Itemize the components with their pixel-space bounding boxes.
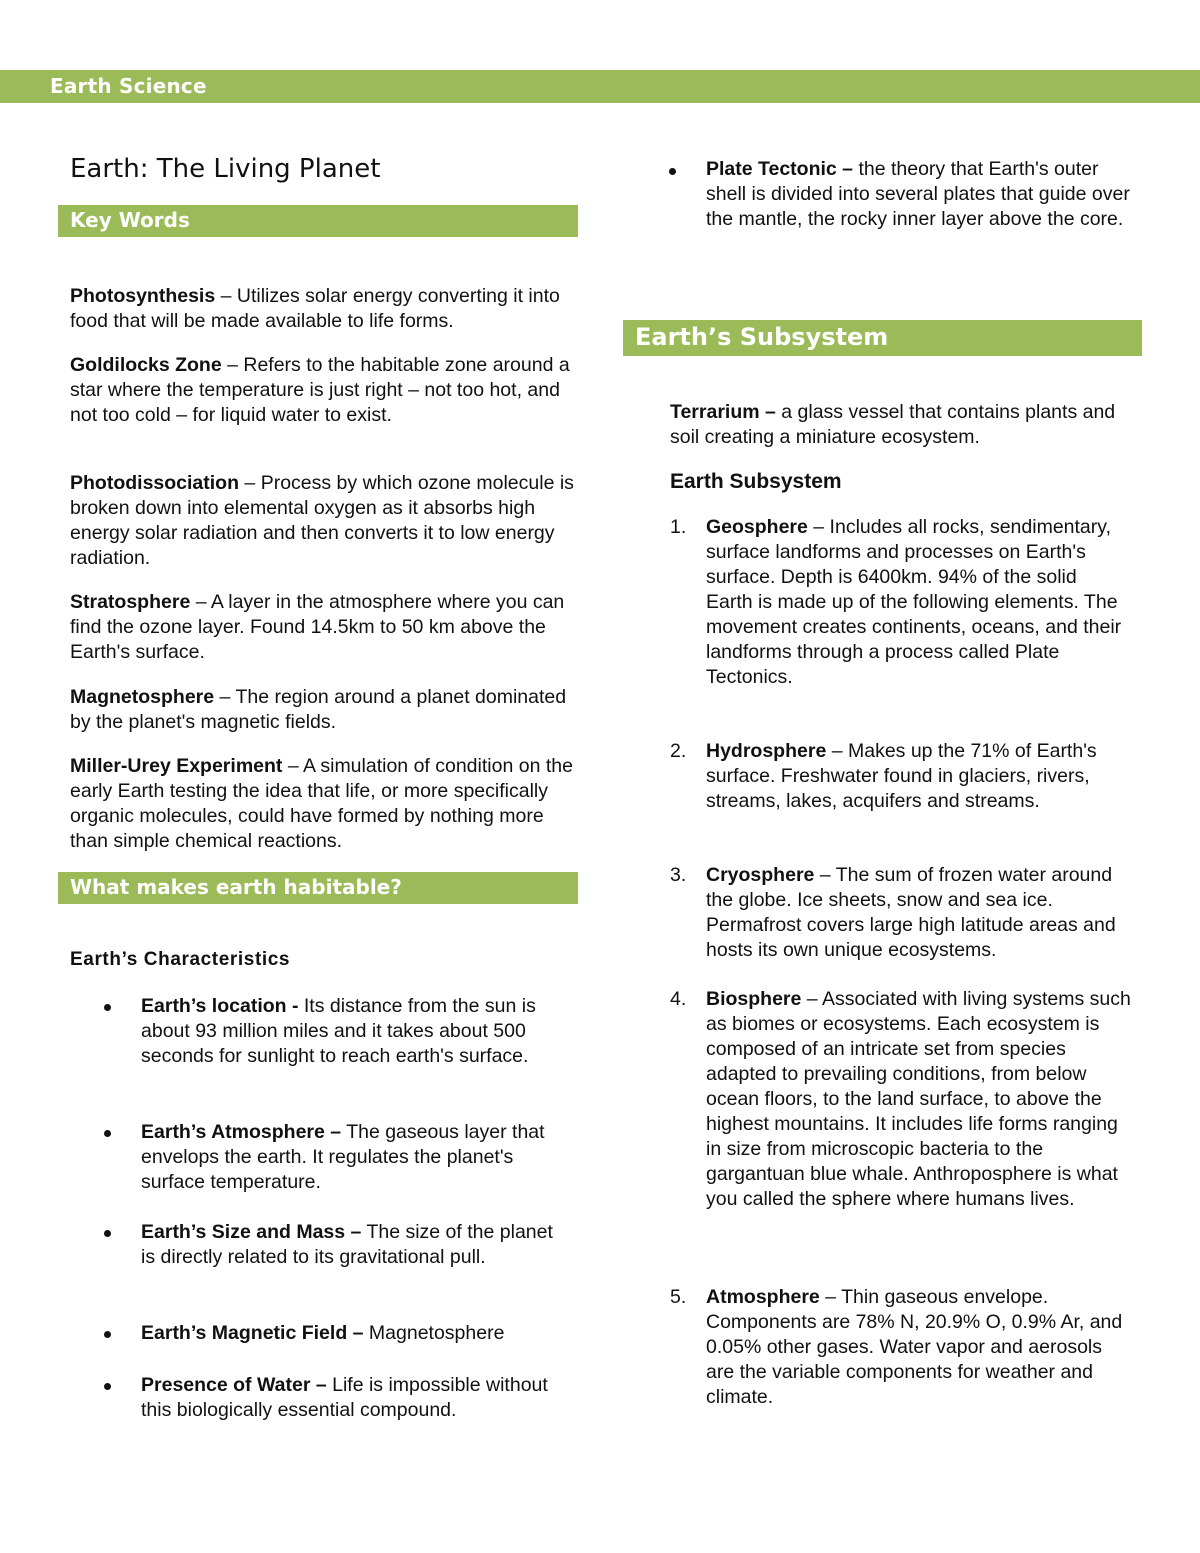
subsystem-cryosphere: Cryosphere – The sum of frozen water around the globe. Ice sheets, snow and sea ice. Permafrost covers large high latitude areas and hosts its own unique ecosystems.: [706, 864, 1116, 961]
bullet-icon: [104, 1383, 111, 1390]
key-word-goldilocks: Goldilocks Zone – Refers to the habitable zone around a star where the temperature is just right – not too hot, and not too cold – for liquid water to exist.: [70, 354, 570, 426]
key-word-miller-urey: Miller-Urey Experiment – A simulation of condition on the early Earth testing the idea that life, or more specifically organic molecules, could have formed by nothing more than simple chemical reactions.: [70, 755, 573, 852]
list-number: 5.: [670, 1286, 687, 1308]
list-number: 2.: [670, 740, 687, 762]
characteristic-atmosphere: Earth’s Atmosphere – The gaseous layer that envelops the earth. It regulates the planet's surface temperature.: [141, 1121, 545, 1193]
bullet-icon: [104, 1230, 111, 1237]
list-number: 3.: [670, 864, 687, 886]
characteristic-magnetic-field: Earth’s Magnetic Field – Magnetosphere: [141, 1322, 505, 1344]
key-word-photosynthesis: Photosynthesis – Utilizes solar energy converting it into food that will be made available to life forms.: [70, 285, 560, 332]
key-word-stratosphere: Stratosphere – A layer in the atmosphere where you can find the ozone layer. Found 14.5km to 50 km above the Earth's surface.: [70, 591, 565, 663]
header-band: [0, 70, 1200, 103]
list-number: 4.: [670, 988, 687, 1010]
section-key-words: [58, 205, 578, 237]
subject-label: Earth Science: [50, 74, 207, 98]
terrarium: Terrarium – a glass vessel that contains plants and soil creating a miniature ecosystem.: [670, 401, 1116, 448]
subsystem-biosphere: Biosphere – Associated with living systems such as biomes or ecosystems. Each ecosystem is composed of an intricate set from species adapted to prevailing conditions, from below ocean floors, to the land surface, to above the highest mountains. It includes life forms ranging in size from microscopic bacteria to the gargantuan blue whale. Anthroposphere is what you called the sphere where humans lives.: [706, 988, 1131, 1210]
subsystem-geosphere: Geosphere – Includes all rocks, sendimentary, surface landforms and processes on Earth's surface. Depth is 6400km. 94% of the solid Earth is made up of the following elements. The movement creates continents, oceans, and their landforms through a process called Plate Tectonics.: [706, 516, 1122, 688]
page-title: Earth: The Living Planet: [70, 154, 381, 184]
section-habitable: [58, 872, 578, 904]
characteristic-water: Presence of Water – Life is impossible without this biologically essential compound.: [141, 1374, 548, 1421]
plate-tectonic: Plate Tectonic – the theory that Earth's outer shell is divided into several plates that guide over the mantle, the rocky inner layer above the core.: [706, 158, 1130, 230]
bullet-icon: [669, 168, 676, 175]
bullet-icon: [104, 1331, 111, 1338]
subsystem-hydrosphere: Hydrosphere – Makes up the 71% of Earth's surface. Freshwater found in glaciers, rivers, streams, lakes, acquifers and streams.: [706, 740, 1097, 812]
section-habitable-label: What makes earth habitable?: [70, 875, 402, 899]
subsystem-heading: Earth Subsystem: [670, 470, 842, 493]
characteristic-size-mass: Earth’s Size and Mass – The size of the planet is directly related to its gravitational pull.: [141, 1221, 553, 1268]
bullet-icon: [104, 1130, 111, 1137]
section-subsystem: [623, 320, 1142, 356]
key-word-magnetosphere: Magnetosphere – The region around a planet dominated by the planet's magnetic fields.: [70, 686, 567, 733]
characteristic-location: Earth’s location - Its distance from the sun is about 93 million miles and it takes about 500 seconds for sunlight to reach earth's surface.: [141, 995, 536, 1067]
section-subsystem-label: Earth’s Subsystem: [635, 323, 889, 351]
bullet-icon: [104, 1004, 111, 1011]
key-word-photodissociation: Photodissociation – Process by which ozone molecule is broken down into elemental oxygen as it absorbs high energy solar radiation and then converts it to low energy radiation.: [70, 472, 574, 569]
section-key-words-label: Key Words: [70, 208, 190, 232]
subsystem-atmosphere: Atmosphere – Thin gaseous envelope. Components are 78% N, 20.9% O, 0.9% Ar, and 0.05% other gases. Water vapor and aerosols are the variable components for weather and climate.: [706, 1286, 1123, 1408]
list-number: 1.: [670, 516, 687, 538]
characteristics-heading: Earth’s Characteristics: [70, 949, 291, 970]
